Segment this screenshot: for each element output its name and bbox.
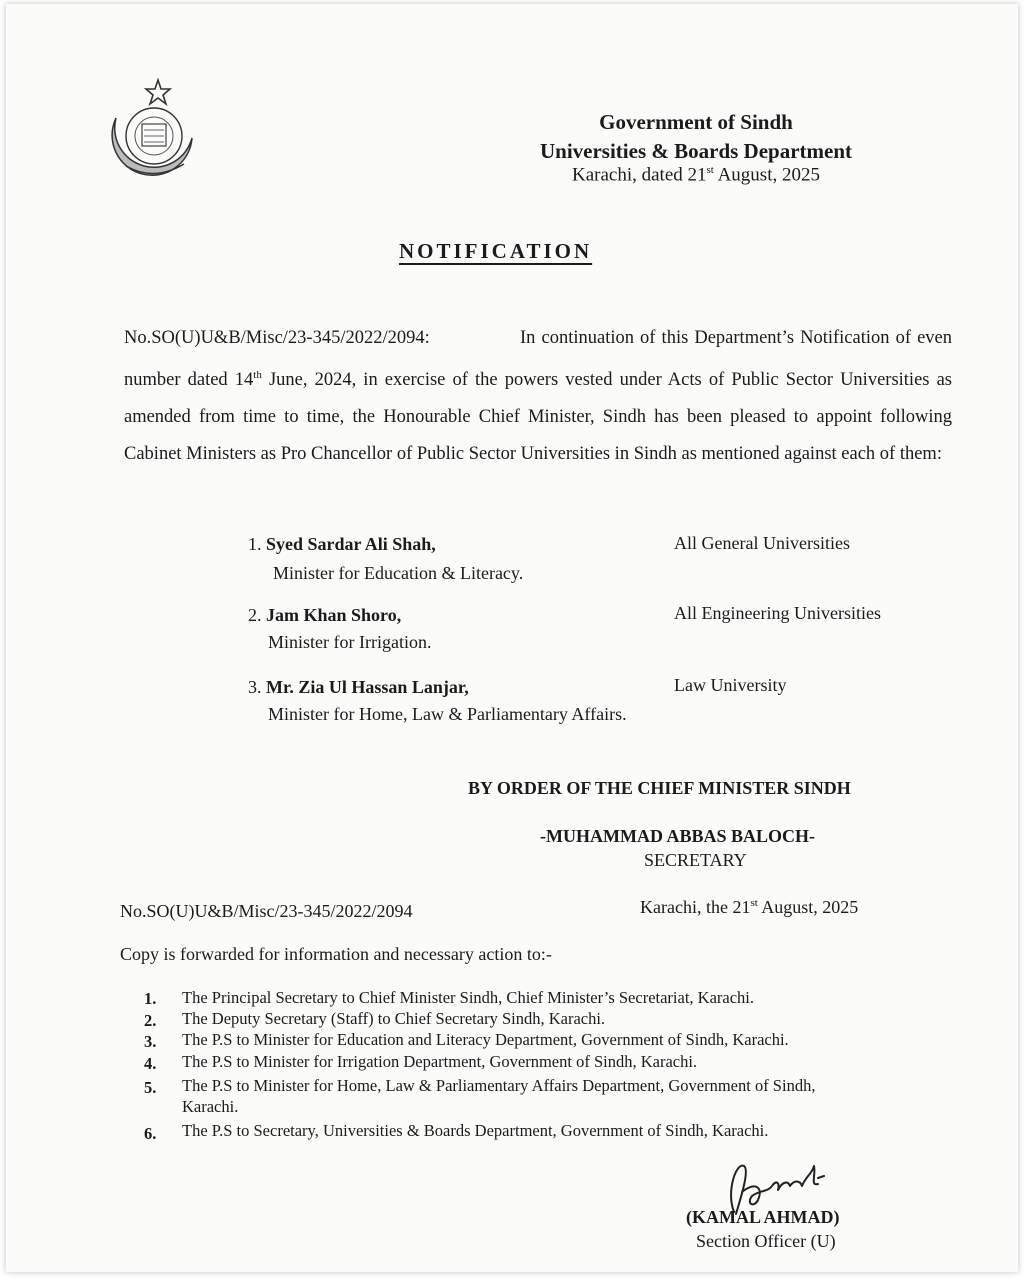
recipient-text: The P.S to Secretary, Universities & Boards Department, Government of Sindh, Karachi. — [182, 1121, 769, 1140]
appointee-2-portfolio: Minister for Irrigation. — [268, 632, 432, 652]
header-date: Karachi, dated 21st August, 2025 — [572, 164, 820, 186]
recipient-text: The P.S to Minister for Education and Literacy Department, Government of Sindh, Karachi. — [182, 1030, 789, 1049]
document-page — [6, 4, 1018, 1272]
secretary-name: -MUHAMMAD ABBAS BALOCH- — [540, 826, 815, 846]
notification-title: NOTIFICATION — [399, 239, 593, 263]
recipient-text: The Deputy Secretary (Staff) to Chief Secretary Sindh, Karachi. — [182, 1009, 606, 1028]
appointee-3-portfolio: Minister for Home, Law & Parliamentary Affairs. — [268, 704, 627, 724]
header-department: Universities & Boards Department — [539, 139, 853, 163]
recipient-text: The P.S to Minister for Home, Law & Parliamentary Affairs Department, Government of Sindh, — [182, 1076, 816, 1095]
forwarding-reference: No.SO(U)U&B/Misc/23-345/2022/2094 — [120, 901, 413, 921]
appointee-1-scope: All General Universities — [674, 533, 850, 553]
copy-forwarded-line: Copy is forwarded for information and necessary action to:- — [120, 944, 552, 964]
forwarding-date: Karachi, the 21st August, 2025 — [640, 897, 859, 917]
appointee-1-portfolio: Minister for Education & Literacy. — [273, 563, 524, 583]
government-seal-icon — [106, 78, 196, 188]
signatory-title: Section Officer (U) — [696, 1231, 836, 1251]
recipient-number: 3. — [144, 1032, 157, 1051]
appointee-3-name: 3. Mr. Zia Ul Hassan Lanjar, — [248, 677, 469, 697]
recipient-text: The Principal Secretary to Chief Minister Sindh, Chief Minister’s Secretariat, Karachi. — [182, 988, 754, 1007]
recipient-number: 2. — [144, 1011, 157, 1030]
recipient-number: 6. — [144, 1124, 157, 1143]
appointee-3-scope: Law University — [674, 675, 787, 695]
secretary-title: SECRETARY — [644, 850, 747, 870]
notification-body: No.SO(U)U&B/Misc/23-345/2022/2094: In continuation of this Department’s Notification of even number dated 14th June, 2024, in exercise of the powers vested under Acts of Public Sector Universities as amended from time to time, the Honourable Chief Minister, Sindh has been pleased to appoint following Cabinet Ministers as Pro Chancellor of Public Sector Universities in Sindh as mentioned against each of them: — [124, 320, 952, 473]
recipient-text-continued: Karachi. — [182, 1097, 239, 1116]
by-order-line: BY ORDER OF THE CHIEF MINISTER SINDH — [468, 778, 851, 798]
recipient-number: 4. — [144, 1054, 157, 1073]
appointee-2-name: 2. Jam Khan Shoro, — [248, 605, 402, 625]
signatory-name: (KAMAL AHMAD) — [686, 1207, 840, 1227]
recipient-number: 5. — [144, 1078, 157, 1097]
recipient-number: 1. — [144, 989, 157, 1008]
appointee-1-name: 1. Syed Sardar Ali Shah, — [248, 534, 436, 554]
header-government: Government of Sindh — [599, 110, 793, 134]
recipient-text: The P.S to Minister for Irrigation Department, Government of Sindh, Karachi. — [182, 1052, 698, 1071]
reference-number: No.SO(U)U&B/Misc/23-345/2022/2094: — [124, 328, 430, 348]
appointee-2-scope: All Engineering Universities — [674, 603, 881, 623]
